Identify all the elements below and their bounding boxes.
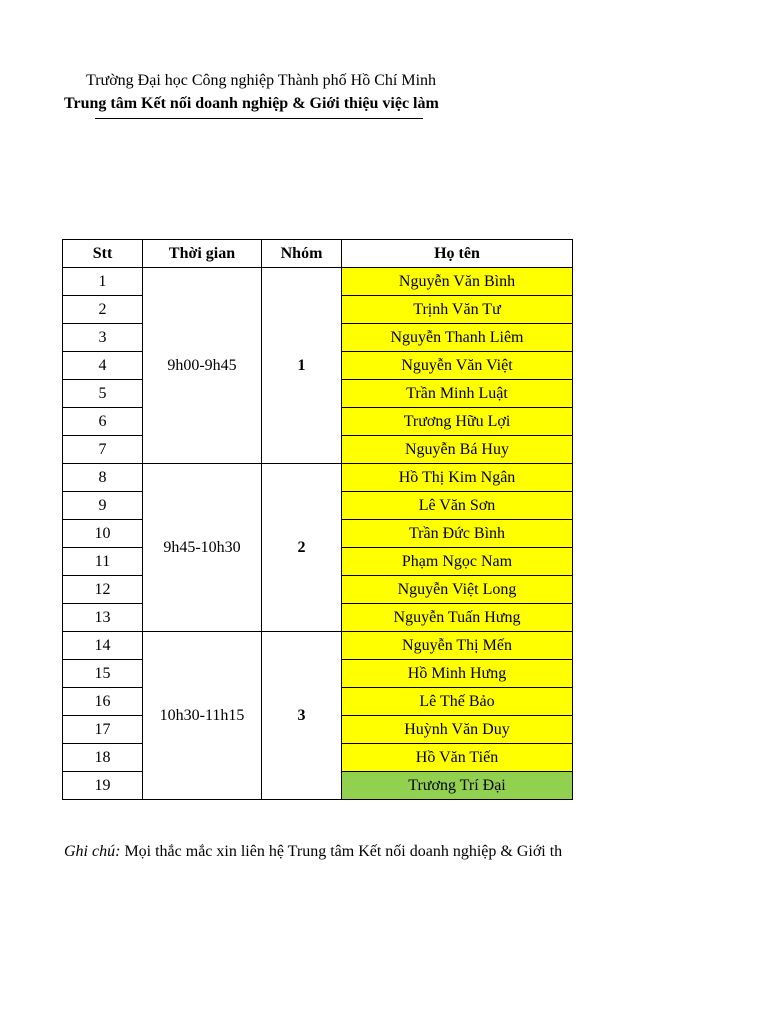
column-header-time: Thời gian — [143, 240, 262, 268]
stt-cell: 13 — [63, 604, 143, 632]
student-name-cell: Trần Minh Luật — [342, 380, 573, 408]
stt-cell: 8 — [63, 464, 143, 492]
table-header-row — [63, 240, 573, 268]
student-name-cell-highlighted: Trương Trí Đại — [342, 772, 573, 800]
student-name-cell: Nguyễn Thanh Liêm — [342, 324, 573, 352]
stt-cell: 9 — [63, 492, 143, 520]
stt-cell: 16 — [63, 688, 143, 716]
stt-cell: 6 — [63, 408, 143, 436]
student-name-cell: Lê Văn Sơn — [342, 492, 573, 520]
stt-cell: 10 — [63, 520, 143, 548]
group-number-cell: 3 — [262, 632, 342, 800]
student-name-cell: Trịnh Văn Tư — [342, 296, 573, 324]
student-name-cell: Hồ Thị Kim Ngân — [342, 464, 573, 492]
stt-cell: 19 — [63, 772, 143, 800]
stt-cell: 17 — [63, 716, 143, 744]
student-name-cell: Nguyễn Việt Long — [342, 576, 573, 604]
time-slot-cell: 9h45-10h30 — [143, 464, 262, 632]
time-slot-cell: 10h30-11h15 — [143, 632, 262, 800]
stt-cell: 11 — [63, 548, 143, 576]
footer-note — [64, 843, 576, 861]
header-underline — [95, 118, 423, 119]
student-name-cell: Nguyễn Văn Bình — [342, 268, 573, 296]
column-header-name: Họ tên — [342, 240, 573, 268]
stt-cell: 3 — [63, 324, 143, 352]
student-name-cell: Nguyễn Thị Mến — [342, 632, 573, 660]
school-name: Trường Đại học Công nghiệp Thành phố Hồ Chí Minh — [86, 72, 437, 89]
stt-cell: 1 — [63, 268, 143, 296]
time-slot-cell: 9h00-9h45 — [143, 268, 262, 464]
stt-cell: 2 — [63, 296, 143, 324]
student-name-cell: Nguyễn Văn Việt — [342, 352, 573, 380]
stt-cell: 4 — [63, 352, 143, 380]
student-name-cell: Nguyễn Bá Huy — [342, 436, 573, 464]
table-row — [63, 632, 573, 660]
student-name-cell: Hồ Văn Tiến — [342, 744, 573, 772]
student-name-cell: Trần Đức Bình — [342, 520, 573, 548]
stt-cell: 12 — [63, 576, 143, 604]
student-name-cell: Hồ Minh Hưng — [342, 660, 573, 688]
interview-schedule-table — [62, 239, 573, 800]
column-header-stt: Stt — [63, 240, 143, 268]
column-header-group: Nhóm — [262, 240, 342, 268]
stt-cell: 5 — [63, 380, 143, 408]
table-row — [63, 268, 573, 296]
student-name-cell: Lê Thế Bảo — [342, 688, 573, 716]
note-label: Ghi chú: — [64, 843, 121, 860]
group-number-cell: 1 — [262, 268, 342, 464]
student-name-cell: Nguyễn Tuấn Hưng — [342, 604, 573, 632]
note-text: Mọi thắc mắc xin liên hệ Trung tâm Kết nối doanh nghiệp & Giới th — [120, 843, 563, 860]
student-name-cell: Trương Hữu Lợi — [342, 408, 573, 436]
group-number-cell: 2 — [262, 464, 342, 632]
student-name-cell: Phạm Ngọc Nam — [342, 548, 573, 576]
student-name-cell: Huỳnh Văn Duy — [342, 716, 573, 744]
center-name: Trung tâm Kết nối doanh nghiệp & Giới thiệu việc làm — [64, 95, 439, 112]
stt-cell: 7 — [63, 436, 143, 464]
stt-cell: 18 — [63, 744, 143, 772]
stt-cell: 14 — [63, 632, 143, 660]
table-row — [63, 464, 573, 492]
stt-cell: 15 — [63, 660, 143, 688]
table-body — [63, 268, 573, 800]
